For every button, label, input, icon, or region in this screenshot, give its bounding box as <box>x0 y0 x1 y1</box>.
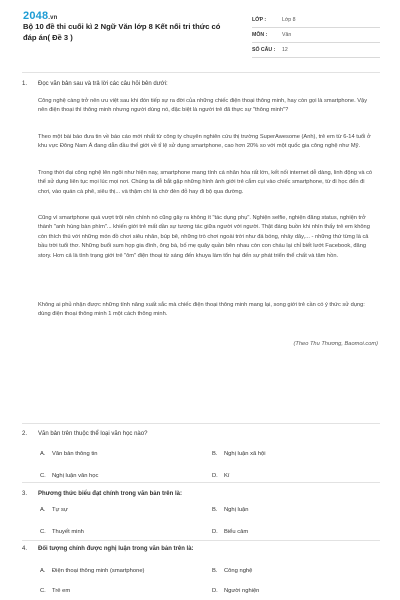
meta-value: Văn <box>282 32 292 38</box>
passage-source: (Theo Thu Thương, Baomoi.com) <box>293 341 378 347</box>
option-a[interactable]: A. Tự sự <box>40 507 68 513</box>
option-c[interactable]: C. Trẻ em <box>40 588 71 594</box>
meta-value: Lớp 8 <box>282 17 296 23</box>
question-number: 3. <box>22 491 28 497</box>
option-c[interactable]: C. Thuyết minh <box>40 529 84 535</box>
divider <box>22 482 380 483</box>
option-d[interactable]: D. Biểu cảm <box>212 529 249 535</box>
question-prompt: Đối tượng chính được nghị luận trong văn bản trên là: <box>38 546 194 552</box>
meta-row-class <box>252 13 380 28</box>
logo-main: 2048 <box>23 10 49 22</box>
divider <box>22 540 380 541</box>
site-logo[interactable] <box>23 10 58 22</box>
option-d[interactable]: D. Kí <box>212 473 230 479</box>
passage-paragraph-2: Theo một bài báo đưa tin về báo cáo mới nhất từ công ty chuyên nghiên cứu thị trường SuperAwesome (Anh), trẻ em từ 6-14 tuổi ở khu vực Đông Nam Á đang dẫn đầu thế giới về tỉ lệ sử dụng smartphone, cao hơn 20% so với một quốc gia công nghệ như Mỹ. <box>38 134 371 150</box>
meta-table <box>252 13 380 58</box>
meta-key: MÔN : <box>252 32 268 38</box>
meta-row-count <box>252 43 380 58</box>
option-a[interactable]: A. Văn bản thông tin <box>40 451 98 457</box>
question-prompt: Phương thức biểu đạt chính trong văn bản trên là: <box>38 491 182 497</box>
question-number: 4. <box>22 546 28 552</box>
passage-paragraph-3: Trong thời đại công nghệ lên ngôi như hiện nay, smartphone mang tính cá nhân hóa rất lớn, kết nối internet dễ dàng, linh động và có thể sử dụng liên tục mọi lúc mọi nơi. Chúng ta dễ bắt gặp những hình ảnh giới trẻ cắm cụi vào chiếc smartphone, từ đi học đến đi chơi, vào quán cà phê, siêu thị... và thậm chí là chờ đèn đỏ hay đi bộ qua đường. <box>38 170 373 195</box>
option-b[interactable]: B. Nghị luận <box>212 507 249 513</box>
passage-paragraph-1: Công nghệ càng trở nên ưu việt sau khi đón tiếp sự ra đời của những chiếc điện thoại thông minh, hay còn gọi là smartphone. Vậy nên điện thoại thì thông minh nhưng người dùng nó, đặc biệt là người trẻ đã thực sự "thông minh"? <box>38 98 368 114</box>
divider <box>22 423 380 424</box>
meta-key: LỚP : <box>252 17 267 23</box>
option-b[interactable]: B. Công nghệ <box>212 568 253 574</box>
question-prompt: Đọc văn bản sau và trả lời các câu hỏi bên dưới: <box>38 81 168 87</box>
option-b[interactable]: B. Nghị luận xã hội <box>212 451 266 457</box>
question-number: 2. <box>22 431 28 437</box>
meta-value: 12 <box>282 47 288 53</box>
option-d[interactable]: D. Người nghiện <box>212 588 260 594</box>
option-a[interactable]: A. Điện thoại thông minh (smartphone) <box>40 568 145 574</box>
divider <box>22 72 380 73</box>
logo-suffix: .vn <box>48 15 58 21</box>
meta-key: SỐ CÂU : <box>252 47 276 53</box>
question-prompt: Văn bản trên thuộc thể loại văn học nào? <box>38 431 148 437</box>
passage-paragraph-5: Không ai phủ nhận được những tính năng xuất sắc mà chiếc điện thoại thông minh mang lại, song giới trẻ cần có ý thức sử dụng: dùng điện thoại thông minh 1 một cách thông minh. <box>38 302 365 318</box>
option-c[interactable]: C. Nghị luận văn học <box>40 473 99 479</box>
question-number: 1. <box>22 81 28 87</box>
passage-paragraph-4: Cũng vì smartphone quá vượt trội nên chính nó cũng gây ra không ít "tác dụng phụ". Nghiện selfie, nghiện đăng status, nghiện trở thành "anh hùng bàn phím"... khiến giới trẻ mất dần sự tương tác giữa người với người. Thật đáng buồn khi nhìn thấy trẻ em không còn thích thú với những món đồ chơi siêu nhân, búp bê, những trò chơi ngoài trời như đá bóng, nhảy dây,... - những thứ từng là cả bầu trời tuổi thơ. Những buổi sum họp gia đình, ông bà, bố mẹ quây quần bên nhau còn con cháu lại chỉ biết lướt Facebook, đăng story. Hơn cả là tình trạng giới trẻ "ôm" điện thoại từ sáng đến khuya làm tổn hại đến sự phát triển thể chất và tâm hồn. <box>38 215 370 259</box>
meta-row-subject <box>252 28 380 43</box>
document-title: Bộ 10 đề thi cuối kì 2 Ngữ Văn lớp 8 Kết nối tri thức có đáp án( Đề 3 ) <box>23 22 221 42</box>
page-header <box>0 0 400 66</box>
